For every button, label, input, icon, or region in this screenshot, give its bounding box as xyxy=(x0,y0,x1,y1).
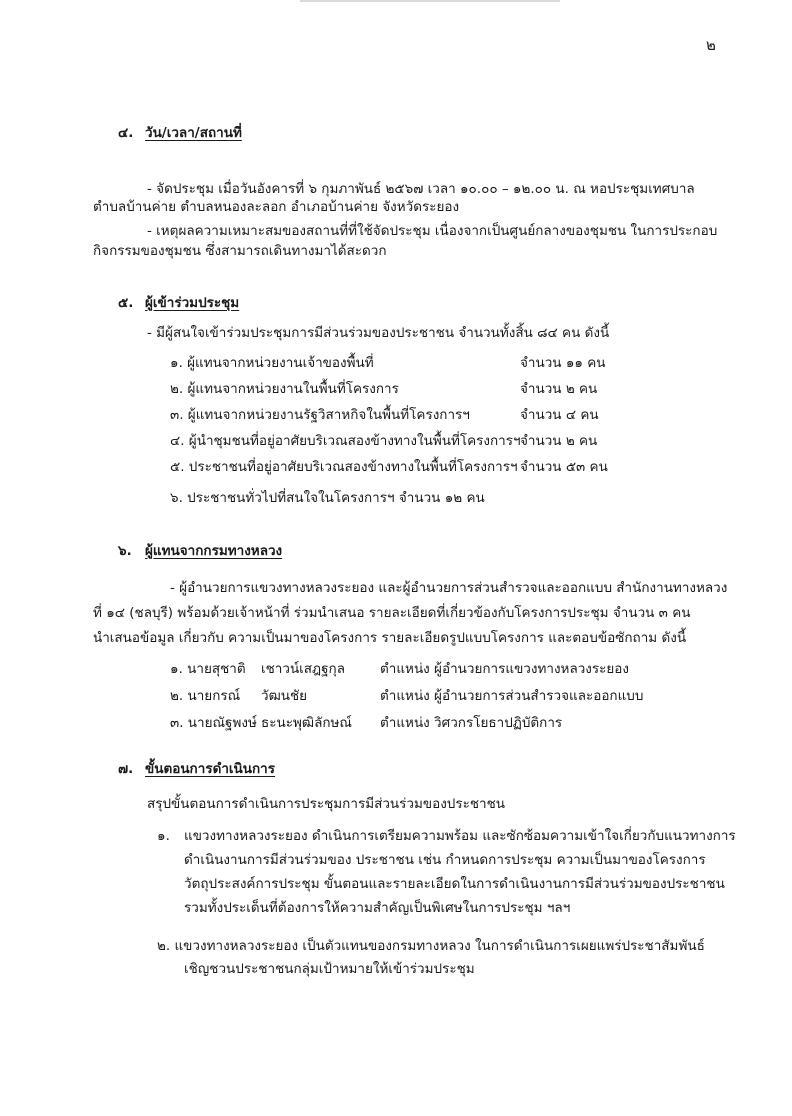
section7-intro: สรุปขั้นตอนการดำเนินการประชุมการมีส่วนร่วมของประชาชน xyxy=(147,796,506,812)
section6-line: ที่ ๑๔ (ชลบุรี) พร้อมด้วยเจ้าหน้าที่ ร่วมนำเสนอ รายละเอียดที่เกี่ยวข้องกับโครงการประชุม จำนวน ๓ คน xyxy=(93,605,691,621)
step2-line: เชิญชวนประชาชนกลุ่มเป้าหมายให้เข้าร่วมประชุม xyxy=(184,961,475,977)
official-name: ๑. นายสุชาติ xyxy=(170,661,246,677)
section5-number: ๕. xyxy=(118,295,134,311)
section7-number: ๗. xyxy=(118,761,134,777)
section6-title: ผู้แทนจากกรมทางหลวง xyxy=(145,543,283,559)
official-surname: วัฒนชัย xyxy=(261,688,308,704)
section7-title: ขั้นตอนการดำเนินการ xyxy=(145,761,275,777)
step1-number: ๑. xyxy=(157,828,170,844)
official-surname: ธะนะพุฒิลักษณ์ xyxy=(261,715,352,731)
page-number: ๒ xyxy=(706,36,716,54)
official-position: ตำแหน่ง ผู้อำนวยการแขวงทางหลวงระยอง xyxy=(380,661,630,677)
official-name: ๓. นายณัฐพงษ์ xyxy=(170,715,257,731)
attendee-item: ๔. ผู้นำชุมชนที่อยู่อาศัยบริเวณสองข้างทางในพื้นที่โครงการฯ xyxy=(170,433,521,449)
section6-line: นำเสนอข้อมูล เกี่ยวกับ ความเป็นมาของโครงการ รายละเอียดรูปแบบโครงการ และตอบข้อซักถาม ดังนี้ xyxy=(93,630,687,646)
step1-line: รวมทั้งประเด็นที่ต้องการให้ความสำคัญเป็นพิเศษในการประชุม ฯลฯ xyxy=(184,900,571,916)
step1-line: วัตถุประสงค์การประชุม ขั้นตอนและรายละเอียดในการดำเนินงานการมีส่วนร่วมของประชาชน xyxy=(184,876,725,892)
section5-title: ผู้เข้าร่วมประชุม xyxy=(145,295,240,311)
attendee-count: จำนวน ๑๑ คน xyxy=(520,355,606,371)
section4-title: วัน/เวลา/สถานที่ xyxy=(145,125,242,141)
attendee-count: จำนวน ๒ คน xyxy=(520,433,598,449)
section4-number: ๔. xyxy=(118,125,134,141)
attendee-item: ๓. ผู้แทนจากหน่วยงานรัฐวิสาหกิจในพื้นที่โครงการฯ xyxy=(170,407,470,423)
step2-line: ๒. แขวงทางหลวงระยอง เป็นตัวแทนของกรมทางหลวง ในการดำเนินการเผยแพร่ประชาสัมพันธ์ xyxy=(157,938,705,954)
section6-line: - ผู้อำนวยการแขวงทางหลวงระยอง และผู้อำนวยการส่วนสำรวจและออกแบบ สำนักงานทางหลวง xyxy=(170,580,728,596)
step1-line: แขวงทางหลวงระยอง ดำเนินการเตรียมความพร้อม และซักซ้อมความเข้าใจเกี่ยวกับแนวทางการ xyxy=(184,828,736,844)
step1-line: ดำเนินงานการมีส่วนร่วมของ ประชาชน เช่น กำหนดการประชุม ความเป็นมาของโครงการ xyxy=(184,852,706,868)
attendee-item: ๖. ประชาชนทั่วไปที่สนใจในโครงการฯ จำนวน ๑๒ คน xyxy=(170,490,485,506)
section5-intro: - มีผู้สนใจเข้าร่วมประชุมการมีส่วนร่วมของประชาชน จำนวนทั้งสิ้น ๘๔ คน ดังนี้ xyxy=(147,325,610,341)
section4-line: - เหตุผลความเหมาะสมของสถานที่ที่ใช้จัดประชุม เนื่องจากเป็นศูนย์กลางของชุมชน ในการประกอบ xyxy=(147,223,718,239)
scan-edge-mark xyxy=(300,0,560,2)
attendee-item: ๒. ผู้แทนจากหน่วยงานในพื้นที่โครงการ xyxy=(170,381,399,397)
attendee-item: ๕. ประชาชนที่อยู่อาศัยบริเวณสองข้างทางในพื้นที่โครงการฯ xyxy=(170,459,518,475)
attendee-item: ๑. ผู้แทนจากหน่วยงานเจ้าของพื้นที่ xyxy=(170,355,374,371)
section4-line: ตำบลบ้านค่าย ตำบลหนองละลอก อำเภอบ้านค่าย จังหวัดระยอง xyxy=(93,199,460,215)
section6-number: ๖. xyxy=(118,543,132,559)
attendee-count: จำนวน ๔ คน xyxy=(520,407,599,423)
section4-line: กิจกรรมของชุมชน ซึ่งสามารถเดินทางมาได้สะดวก xyxy=(93,243,387,259)
attendee-count: จำนวน ๕๓ คน xyxy=(520,459,608,475)
section4-line: - จัดประชุม เมื่อวันอังคารที่ ๖ กุมภาพันธ์ ๒๕๖๗ เวลา ๑๐.๐๐ – ๑๒.๐๐ น. ณ หอประชุมเทศบาล xyxy=(147,181,695,197)
attendee-count: จำนวน ๒ คน xyxy=(520,381,598,397)
official-position: ตำแหน่ง ผู้อำนวยการส่วนสำรวจและออกแบบ xyxy=(380,688,644,704)
official-position: ตำแหน่ง วิศวกรโยธาปฏิบัติการ xyxy=(380,715,563,731)
official-surname: เชาวน์เสฎฐกุล xyxy=(261,661,345,677)
official-name: ๒. นายกรณ์ xyxy=(170,688,241,704)
